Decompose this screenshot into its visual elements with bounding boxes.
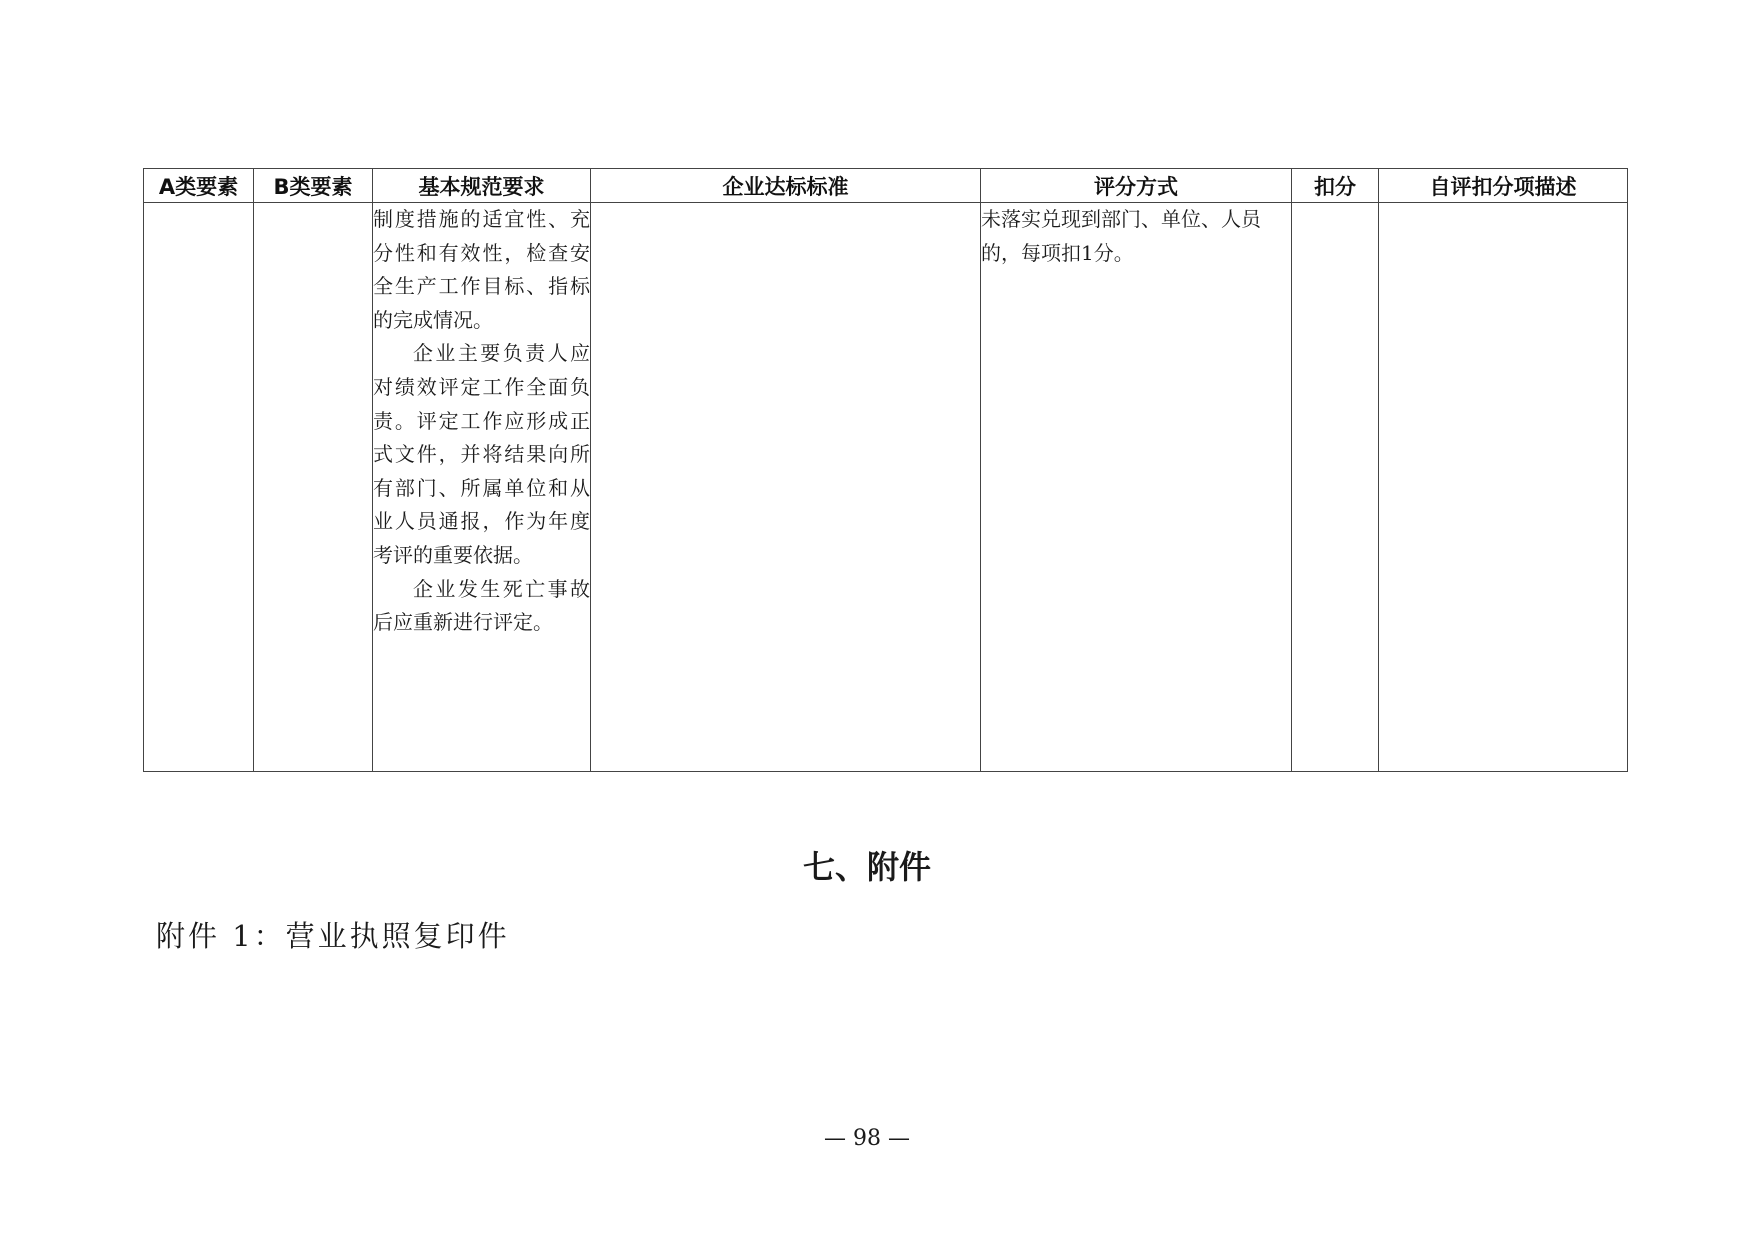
header-self-evaluation: 自评扣分项描述	[1379, 169, 1628, 203]
section-title: 七、附件	[802, 848, 931, 886]
requirement-paragraph: 企业发生死亡事故后应重新进行评定。	[373, 576, 590, 635]
header-a-element: A类要素	[144, 169, 254, 203]
cell-deduction	[1292, 203, 1379, 772]
requirement-paragraph: 企业主要负责人应对绩效评定工作全面负责。评定工作应形成正式文件，并将结果向所有部门、所属单位和从业人员通报，作为年度考评的重要依据。	[373, 341, 590, 567]
page-number: — 98 —	[824, 1126, 910, 1151]
header-b-element: B类要素	[254, 169, 373, 203]
cell-self-evaluation	[1379, 203, 1628, 772]
attachment-item: 附件 1：营业执照复印件	[156, 919, 510, 953]
cell-compliance-standard	[591, 203, 981, 772]
table-row	[144, 203, 1628, 772]
evaluation-table	[143, 168, 1628, 772]
requirement-paragraph: 制度措施的适宜性、充分性和有效性，检查安全生产工作目标、指标的完成情况。	[373, 207, 590, 332]
header-basic-requirement: 基本规范要求	[373, 169, 591, 203]
header-compliance-standard: 企业达标标准	[591, 169, 981, 203]
header-scoring-method: 评分方式	[981, 169, 1292, 203]
cell-b-element	[254, 203, 373, 772]
table-header-row	[144, 169, 1628, 203]
header-deduction: 扣分	[1292, 169, 1379, 203]
cell-basic-requirement	[373, 203, 591, 772]
cell-a-element	[144, 203, 254, 772]
cell-scoring-method: 未落实兑现到部门、单位、人员的，每项扣1分。	[981, 203, 1292, 772]
